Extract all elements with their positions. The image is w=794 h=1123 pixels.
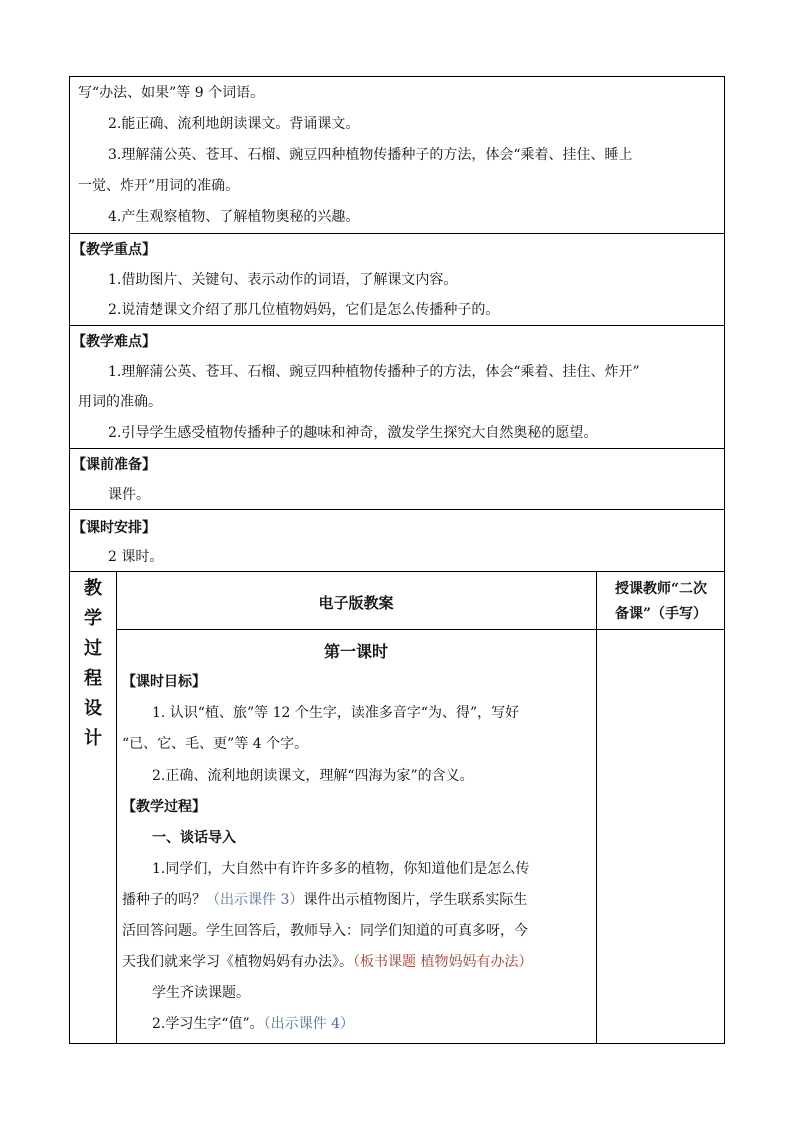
schedule-title: 【课时安排】 <box>72 520 156 536</box>
lesson-title: 第一课时 <box>323 642 388 661</box>
difficulty-1b: 用词的准确。 <box>78 394 162 410</box>
goals-section <box>70 77 724 234</box>
para-1d-text: 天我们就来学习《植物妈妈有办法》。 <box>122 954 353 970</box>
prep-text: 课件。 <box>108 487 150 503</box>
goal-line-4: 4.产生观察植物、了解植物奥秘的兴趣。 <box>108 209 360 225</box>
prep-title: 【课前准备】 <box>72 457 156 473</box>
goal-line-1: 写“办法、如果”等 9 个词语。 <box>78 85 265 101</box>
courseware-ref-3: （出示课件 3） <box>206 892 304 908</box>
key-point-1: 1.借助图片、关键句、表示动作的词语，了解课文内容。 <box>108 272 458 288</box>
side-label-char: 计 <box>84 728 102 749</box>
lesson-goal-1b: “已、它、毛、更”等 4 个字。 <box>122 736 309 752</box>
para-1a: 1.同学们，大自然中有许许多多的植物，你知道他们是怎么传 <box>152 861 530 877</box>
prep-section <box>70 449 724 510</box>
para-1b-text: 播种子的吗？ <box>122 892 206 908</box>
side-label-char: 教 <box>84 578 102 599</box>
para-1e: 学生齐读课题。 <box>152 985 250 1001</box>
side-label-char: 设 <box>84 698 102 719</box>
header-teacher-notes-2: 备课”（手写） <box>614 606 708 622</box>
para-2-text: 2.学习生字“值”。 <box>152 1016 264 1032</box>
lesson-goal-1a: 1. 认识“植、旅”等 12 个生字，读准多音字“为、得”，写好 <box>152 705 520 721</box>
lesson-goal-title: 【课时目标】 <box>122 674 206 690</box>
lesson-plan-table <box>69 76 725 1044</box>
side-label-char: 学 <box>84 608 102 629</box>
para-1b <box>122 890 527 910</box>
courseware-ref-4: （出示课件 4） <box>263 1016 355 1032</box>
header-digital-plan: 电子版教案 <box>318 594 394 612</box>
difficulty-1a: 1.理解蒲公英、苍耳、石榴、豌豆四种植物传播种子的方法，体会“乘着、挂住、炸开” <box>108 364 640 380</box>
schedule-section <box>70 510 724 572</box>
difficulties-title: 【教学难点】 <box>72 334 156 350</box>
key-points-section <box>70 234 724 326</box>
key-point-2: 2.说清楚课文介绍了那几位植物妈妈，它们是怎么传播种子的。 <box>108 302 500 318</box>
header-teacher-notes-1: 授课教师“二次 <box>614 581 708 597</box>
step-1-title: 一、谈话导入 <box>152 830 236 846</box>
process-divider-right <box>596 572 597 1043</box>
process-section <box>70 572 724 1043</box>
goal-line-3a: 3.理解蒲公英、苍耳、石榴、豌豆四种植物传播种子的方法，体会“乘着、挂住、睡上 <box>108 147 633 163</box>
key-points-title: 【教学重点】 <box>72 242 156 258</box>
side-label-char: 过 <box>84 638 102 659</box>
goal-line-2: 2.能正确、流利地朗读课文。背诵课文。 <box>108 116 360 132</box>
para-1d <box>122 952 532 972</box>
side-label-char: 程 <box>84 668 102 689</box>
lesson-goal-2: 2.正确、流利地朗读课文，理解“四海为家”的含义。 <box>152 768 474 784</box>
process-header-line <box>116 629 724 630</box>
para-1b-text-2: 课件出示植物图片，学生联系实际生 <box>303 892 528 908</box>
difficulties-section <box>70 326 724 449</box>
difficulty-2: 2.引导学生感受植物传播种子的趣味和神奇，激发学生探究大自然奥秘的愿望。 <box>108 425 598 441</box>
board-title-note: （板书课题 植物妈妈有办法） <box>353 954 533 970</box>
schedule-text: 2 课时。 <box>108 549 164 565</box>
process-title: 【教学过程】 <box>122 799 206 815</box>
para-1c: 活回答问题。学生回答后，教师导入：同学们知道的可真多呀，今 <box>122 923 528 939</box>
para-2 <box>152 1014 354 1034</box>
goal-line-3b: 一觉、炸开”用词的准确。 <box>78 178 240 194</box>
